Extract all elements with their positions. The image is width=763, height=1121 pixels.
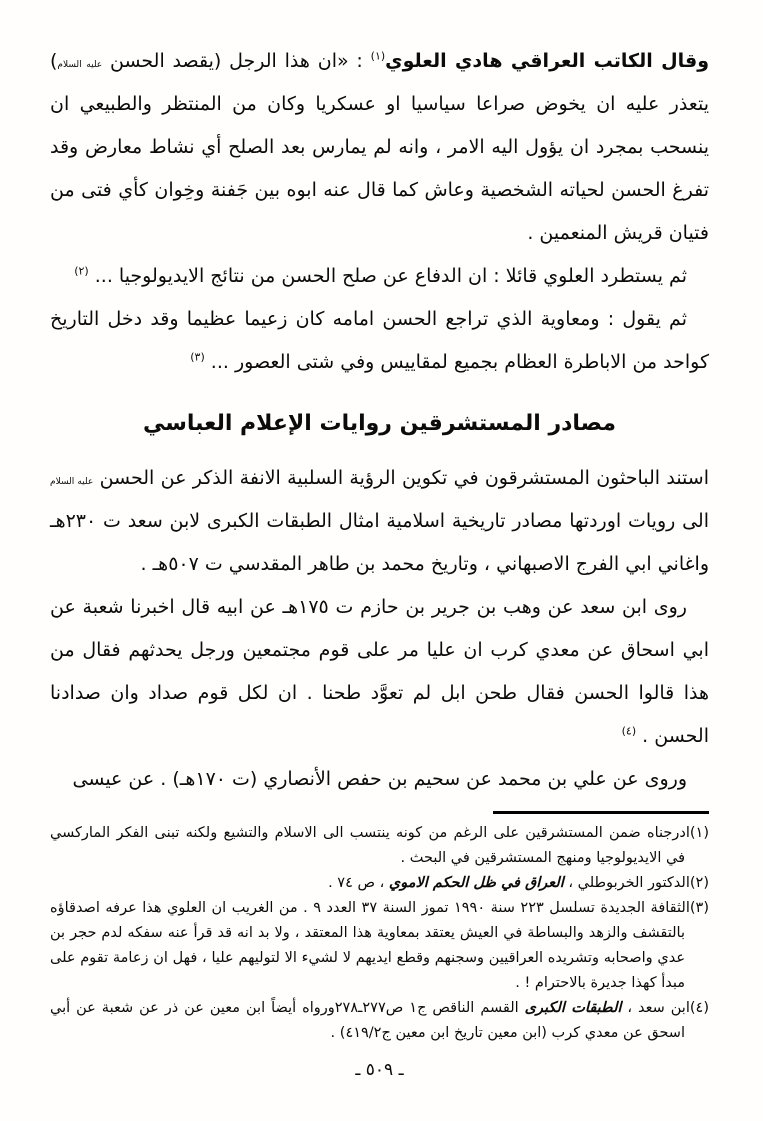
- author-attribution-bold: وقال الكاتب العراقي هادي العلوي: [385, 50, 710, 72]
- text-run: ثم يستطرد العلوي قائلا : ان الدفاع عن صلح الحسن من نتائج الايديولوجيا ...: [88, 265, 687, 287]
- footnote-text: ادرجناه ضمن المستشرقين على الرغم من كونه ينتسب الى الاسلام والتشيع ولكنه تبنى الفكر الماركسي في الايديولوجيا ومنهج المستشرقين في البحث .: [50, 825, 690, 866]
- text-run: ثم يقول : ومعاوية الذي تراجع الحسن امامه كان زعيما عظيما وقد دخل التاريخ كواحد من الاباطرة العظام بجميع لمقاييس وفي شتى العصور ...: [50, 308, 709, 373]
- page-number: ـ ٥٠٩ ـ: [355, 1060, 404, 1080]
- footnote-2: [50, 871, 709, 896]
- text-run: : «ان هذا الرجل (يقصد الحسن: [102, 50, 371, 72]
- text-run: وروى عن علي بن محمد عن سحيم بن حفص الأنصاري (ت ١٧٠هـ) . عن عيسى: [72, 768, 687, 790]
- text-run: الى رويات اوردتها مصادر تاريخية اسلامية امثال الطبقات الكبرى لابن سعد ت ٢٣٠هـ واغاني ابي الفرج الاصبهاني ، وتاريخ محمد بن طاهر المقدسي ت ٥٠٧هـ .: [50, 510, 709, 575]
- honorific-mark: عليه السلام: [50, 477, 94, 487]
- paragraph-quote-alawi: [50, 40, 709, 255]
- footnote-marker: (٢): [689, 875, 709, 891]
- footnote-text: ، ص ٧٤ .: [328, 875, 389, 891]
- footnote-4: [50, 996, 709, 1046]
- footnote-text: ابن سعد ،: [621, 1000, 690, 1016]
- footnote-marker: (٤): [689, 1000, 710, 1016]
- footnote-text: القسم الناقص ج١ ص٢٧٧ـ٢٧٨ورواه أيضاً ابن معين عن ذر عن شعبة عن أبي اسحق عن معدي كرب (ابن معين تاريخ ابن معين ج٤١٩/٢) .: [50, 1000, 685, 1041]
- paragraph-sources-intro: [50, 457, 709, 586]
- text-run: ) يتعذر عليه ان يخوض صراعا سياسيا او عسكريا وكان من المنتظر والطبيعي ان ينسحب بمجرد ان يؤول اليه الامر ، وانه لم يمارس بعد الصلح أي نشاط معارض وقد تفرغ الحسن لحياته الشخصية وعاش كما قال عنه ابوه بين جَفنة وخِوان كأي فتى من فتيان قريش المنعمين .: [50, 50, 709, 244]
- footnote-ref-3: (٣): [190, 350, 205, 364]
- footnote-1: [50, 821, 709, 871]
- footnote-text: الدكتور الخربوطلي ،: [563, 875, 690, 891]
- honorific-mark: عليه السلام: [57, 60, 103, 70]
- text-run: روى ابن سعد عن وهب بن جرير بن حازم ت ١٧٥هـ عن ابيه قال اخبرنا شعبة عن ابي اسحاق عن معدي كرب ان عليا مر على قوم مجتمعين ورجل يحدثهم فقال من هذا قالوا الحسن فقال طحن ابل لم تعوَّد طحنا . ان لكل قوم صداد وان صدادنا الحسن .: [50, 596, 709, 747]
- footnotes-block: [50, 821, 709, 1046]
- text-run: استند الباحثون المستشرقون في تكوين الرؤية السلبية الانفة الذكر عن الحسن: [93, 467, 709, 489]
- paragraph-alawi-continues: [50, 255, 709, 298]
- footnote-separator: [493, 811, 709, 814]
- book-title: الطبقات الكبرى: [524, 1000, 622, 1016]
- paragraph-ibn-saad-narration: [50, 586, 709, 758]
- footnote-marker: (٣): [689, 900, 709, 916]
- book-title: العراق في ظل الحكم الاموي: [388, 875, 564, 891]
- paragraph-second-narration: [50, 758, 709, 801]
- footnote-3: [50, 896, 709, 996]
- footnote-marker: (١): [689, 825, 709, 841]
- footnote-text: الثقافة الجديدة تسلسل ٢٢٣ سنة ١٩٩٠ تموز السنة ٣٧ العدد ٩ . من الغريب ان العلوي هذا عرفه اصدقاؤه بالتقشف والزهد والبساطة في العيش يعتقد بمعاوية هذا المعتقد ، ولا بد انه قد قرأ عنه سفكه لدم حجر بن عدي واصحابه وتشريده العراقيين وسجنهم وقطع ايديهم لا لشيء الا لتوليهم عليا ، فهل ان زعامة تقوم على مبدأ كهذا جديرة بالاحترام ! .: [50, 900, 690, 991]
- footnote-ref-2: (٢): [74, 264, 89, 278]
- footnote-ref-1: (١): [370, 49, 386, 63]
- main-text: [50, 40, 709, 801]
- section-heading: مصادر المستشرقين روايات الإعلام العباسي: [143, 411, 616, 436]
- paragraph-alawi-quote2: [50, 298, 709, 384]
- footnote-ref-4: (٤): [621, 724, 637, 738]
